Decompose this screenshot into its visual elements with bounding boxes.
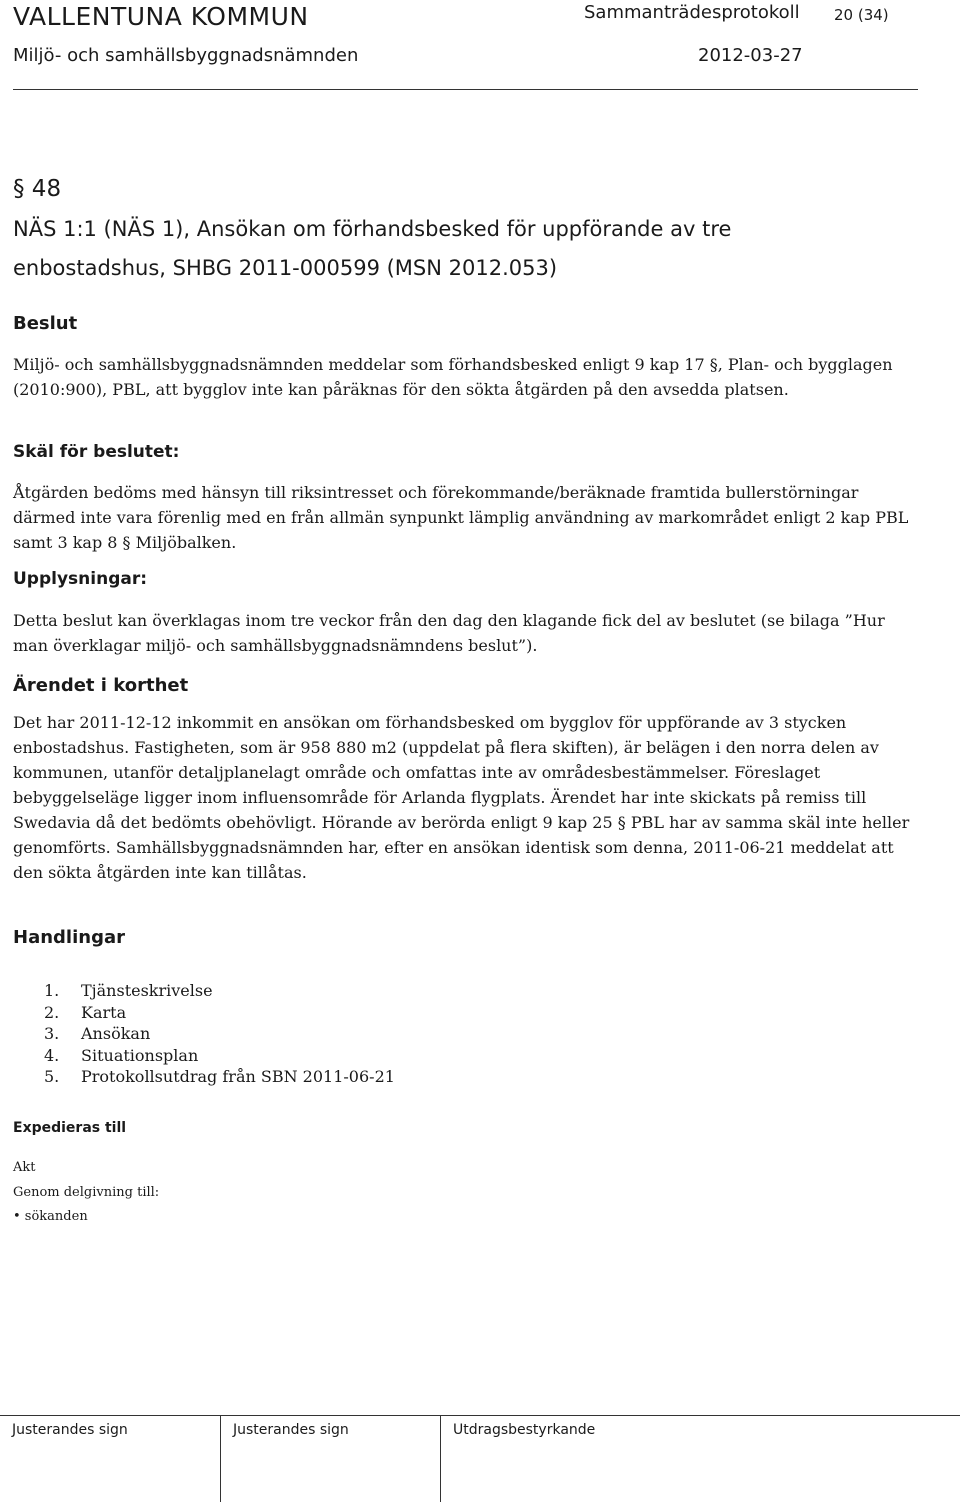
expedieras-recipient: • sökanden [13, 1209, 88, 1224]
handlingar-list [44, 980, 395, 1088]
arendet-heading: Ärendet i korthet [13, 675, 189, 696]
beslut-heading: Beslut [13, 313, 78, 334]
signature-label-1: Justerandes sign [12, 1422, 128, 1438]
upplysningar-heading: Upplysningar: [13, 569, 148, 589]
page-number: 20 (34) [834, 6, 889, 24]
arendet-text: Det har 2011-12-12 inkommit en ansökan om förhandsbesked om bygglov för uppförande av 3 stycken enbostadshus. Fastigheten, som är 958 880 m2 (uppdelat på flera skiften), är belägen i den norra delen av kommunen, utanför detaljplanelagt område och omfattas inte av områdesbestämmelser. Föreslaget bebyggelseläge ligger inom influensområde för Arlanda flygplats. Ärendet har inte skickats på remiss till Swedavia då det bedömts obehövligt. Hörande av berörda enligt 9 kap 25 § PBL har av samma skäl inte heller genomförts. Samhällsbyggnadsnämnden har, efter en ansökan identisk som denna, 2011-06-21 meddelat att den sökta åtgärden inte kan tillåtas. [13, 713, 910, 882]
signature-cell-2 [220, 1415, 440, 1502]
list-item: 2. Karta [44, 1002, 127, 1022]
signature-cell-1 [0, 1415, 220, 1502]
header-divider [13, 89, 918, 90]
signature-label-2: Justerandes sign [233, 1422, 349, 1438]
paragraph-number: § 48 [13, 176, 62, 202]
document-type: Sammanträdesprotokoll [584, 2, 800, 23]
skal-text: Åtgärden bedöms med hänsyn till riksintresset och förekommande/beräknade framtida bullerstörningar därmed inte vara förenlig med en från allmän synpunkt lämplig användning av markområdet enligt 2 kap PBL samt 3 kap 8 § Miljöbalken. [13, 483, 909, 552]
skal-heading: Skäl för beslutet: [13, 442, 180, 462]
beslut-text: Miljö- och samhällsbyggnadsnämnden meddelar som förhandsbesked enligt 9 kap 17 §, Plan- och bygglagen (2010:900), PBL, att bygglov inte kan påräknas för den sökta åtgärden på den avsedda platsen. [13, 355, 893, 399]
expedieras-akt: Akt [13, 1160, 36, 1175]
organization-name: VALLENTUNA KOMMUN [13, 2, 309, 31]
handlingar-heading: Handlingar [13, 927, 125, 948]
section-title-line-1: NÄS 1:1 (NÄS 1), Ansökan om förhandsbesked för uppförande av tre [13, 217, 732, 241]
certification-cell [440, 1415, 960, 1502]
list-item: 5. Protokollsutdrag från SBN 2011-06-21 [44, 1067, 395, 1086]
expedieras-genom: Genom delgivning till: [13, 1185, 160, 1200]
list-item: 1. Tjänsteskrivelse [44, 981, 213, 1000]
list-item: 4. Situationsplan [44, 1045, 199, 1065]
meeting-date: 2012-03-27 [698, 45, 803, 66]
expedieras-heading: Expedieras till [13, 1120, 127, 1136]
upplysningar-text: Detta beslut kan överklagas inom tre veckor från den dag den klagande fick del av beslutet (se bilaga ”Hur man överklagar miljö- och samhällsbyggnadsnämndens beslut”). [13, 611, 885, 655]
list-item: 3. Ansökan [44, 1024, 151, 1043]
certification-label: Utdragsbestyrkande [453, 1422, 596, 1438]
committee-name: Miljö- och samhällsbyggnadsnämnden [13, 45, 359, 66]
signature-footer [0, 1415, 960, 1502]
section-title-line-2: enbostadshus, SHBG 2011-000599 (MSN 2012.053) [13, 256, 558, 280]
